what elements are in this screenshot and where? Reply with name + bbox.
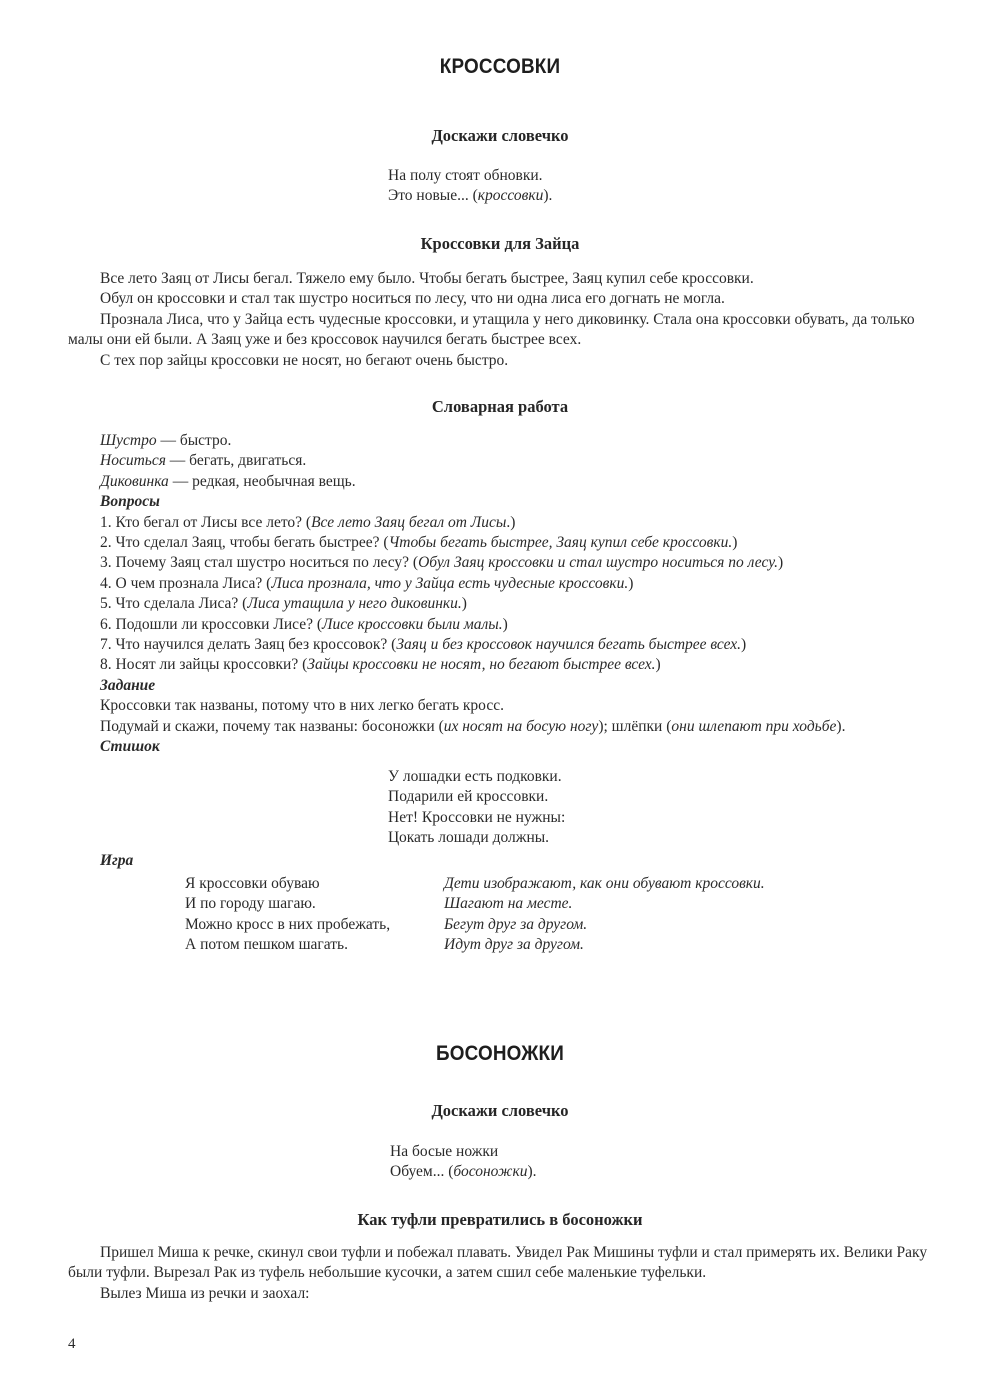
poem-line: Цокать лошади должны.	[388, 829, 550, 847]
riddle-line: Обуем... (босоножки).	[390, 1163, 537, 1181]
story-paragraph: Прознала Лиса, что у Зайца есть чудесные кроссовки, и утащила у него диковинку. Стала она кроссовки обувать, да только малы они ей были. А Заяц уже и без кроссовок научился бегать быстрее всех.	[68, 310, 915, 349]
poem-label: Стишок	[100, 738, 160, 756]
story-paragraph: Все лето Заяц от Лисы бегал. Тяжело ему было. Чтобы бегать быстрее, Заяц купил себе кроссовки.	[100, 270, 754, 287]
riddle-block	[388, 166, 552, 207]
riddle-heading: Доскажи словечко	[431, 1101, 569, 1120]
story-text	[68, 1243, 936, 1304]
riddle-heading: Доскажи словечко	[431, 126, 569, 145]
vocab-item: Диковинка — редкая, необычная вещь.	[100, 472, 356, 490]
poem-line: У лошадки есть подковки.	[388, 768, 562, 785]
game-verse: А потом пешком шагать.	[185, 936, 348, 954]
story-paragraph: Вылез Миша из речки и заохал:	[100, 1284, 310, 1302]
task-label: Задание	[100, 676, 156, 694]
game-action: Идут друг за другом.	[444, 936, 584, 954]
game-label: Игра	[100, 852, 134, 869]
question-item: 7. Что научился делать Заяц без кроссовок? (Заяц и без кроссовок научился бегать быстрее всех.)	[100, 636, 747, 654]
lesson-block	[100, 431, 845, 758]
game-action: Шагают на месте.	[444, 895, 573, 913]
game-action: Бегут друг за другом.	[444, 915, 588, 933]
riddle-block	[390, 1142, 537, 1183]
question-item: 8. Носят ли зайцы кроссовки? (Зайцы кроссовки не носят, но бегают быстрее всех.)	[100, 656, 661, 674]
vocab-item: Шустро — быстро.	[100, 432, 232, 449]
poem-line: Подарили ей кроссовки.	[388, 788, 549, 806]
vocab-heading: Словарная работа	[431, 397, 569, 416]
game-verse: Я кроссовки обуваю	[185, 875, 320, 892]
story-heading: Как туфли превратились в босоножки	[357, 1210, 643, 1229]
question-item: 4. О чем прознала Лиса? (Лиса прознала, что у Зайца есть чудесные кроссовки.)	[100, 574, 634, 592]
questions-label: Вопросы	[100, 493, 160, 511]
game-action: Дети изображают, как они обувают кроссовки.	[444, 875, 765, 892]
story-paragraph: С тех пор зайцы кроссовки не носят, но бегают очень быстро.	[100, 351, 509, 369]
page-number: 4	[68, 1336, 76, 1352]
poem-line: Нет! Кроссовки не нужны:	[388, 808, 566, 826]
question-item: 3. Почему Заяц стал шустро носиться по лесу? (Обул Заяц кроссовки и стал шустро носиться по лесу.)	[100, 554, 784, 572]
question-item: 1. Кто бегал от Лисы все лето? (Все лето Заяц бегал от Лисы.)	[100, 513, 516, 531]
question-item: 2. Что сделал Заяц, чтобы бегать быстрее? (Чтобы бегать быстрее, Заяц купил себе кроссовки.)	[100, 534, 738, 552]
question-item: 6. Подошли ли кроссовки Лисе? (Лисе кроссовки были малы.)	[100, 615, 508, 633]
game-verses	[185, 874, 390, 956]
riddle-line: На полу стоят обновки.	[388, 167, 543, 184]
section-title-bosonozhki: БОСОНОЖКИ	[435, 1042, 565, 1065]
question-item: 5. Что сделала Лиса? (Лиса утащила у него диковинки.)	[100, 595, 467, 613]
story-text	[68, 269, 936, 371]
vocab-item: Носиться — бегать, двигаться.	[100, 452, 307, 470]
game-verse: Можно кросс в них пробежать,	[185, 915, 391, 933]
riddle-line: Это новые... (кроссовки).	[388, 187, 553, 205]
game-verse: И по городу шагаю.	[185, 895, 316, 913]
story-paragraph: Пришел Миша к речке, скинул свои туфли и побежал плавать. Увидел Рак Мишины туфли и стал примерять их. Велики Раку были туфли. Вырезал Рак из туфель небольшие кусочки, а затем сшил себе маленькие туфельки.	[68, 1244, 928, 1282]
section-title-krossovki: КРОССОВКИ	[439, 55, 561, 78]
riddle-line: На босые ножки	[390, 1143, 499, 1160]
task-line: Кроссовки так названы, потому что в них легко бегать кросс.	[100, 697, 504, 715]
story-heading: Кроссовки для Зайца	[420, 234, 580, 253]
story-paragraph: Обул он кроссовки и стал так шустро носиться по лесу, что ни одна лиса его догнать не могла.	[100, 290, 725, 308]
task-line: Подумай и скажи, почему так названы: босоножки (их носят на босую ногу); шлёпки (они шлепают при ходьбе).	[100, 717, 846, 735]
poem-block	[388, 767, 565, 849]
game-actions	[444, 874, 765, 956]
